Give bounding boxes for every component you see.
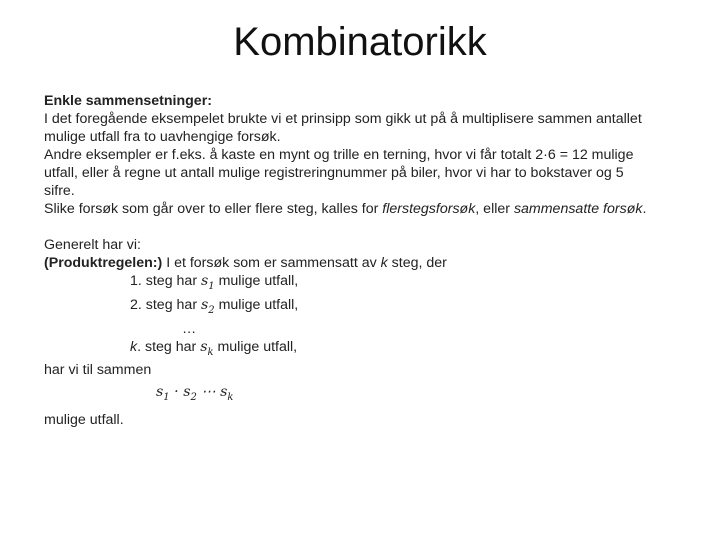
step-k-sub: k <box>207 346 214 358</box>
step-k-prefix: . steg har <box>137 338 201 355</box>
product-subk: k <box>227 392 234 404</box>
slide-title: Kombinatorikk <box>233 20 487 64</box>
step-1-var: s <box>200 273 209 289</box>
step-k-suffix: mulige utfall, <box>213 338 298 355</box>
product-sub2: 2 <box>190 392 197 404</box>
paragraph-1-line-2: mulige utfall fra to uavhengige forsøk. <box>44 129 281 145</box>
product-rule-text-b: steg, der <box>387 255 447 271</box>
spacer <box>44 218 684 236</box>
product-formula <box>44 383 684 407</box>
product-rule-label: (Produktregelen:) <box>44 255 163 271</box>
together-line: har vi til sammen <box>44 362 152 379</box>
step-2 <box>44 296 684 320</box>
steps-ellipsis: … <box>182 320 197 337</box>
term-sammensatte-forsok: sammensatte forsøk <box>513 201 643 217</box>
paragraph-3 <box>44 200 684 218</box>
section-heading: Enkle sammensetninger: <box>44 93 212 109</box>
step-1-sub: 1 <box>208 280 215 292</box>
paragraph-2-line-2: utfall, eller å regne ut antall mulige registreringnummer på biler, hvor vi har to bokstaver og 5 <box>44 165 624 181</box>
product-dot: · <box>169 384 184 401</box>
step-2-sub: 2 <box>208 304 215 316</box>
product-s1: s <box>156 384 164 401</box>
product-s2: s <box>183 384 191 401</box>
slide-body <box>44 92 684 429</box>
step-2-prefix: 2. steg har <box>130 296 201 313</box>
step-k-index: k <box>130 338 138 355</box>
generally-heading: Generelt har vi: <box>44 237 141 253</box>
paragraph-2-line-3: sifre. <box>44 183 75 199</box>
product-dots: ⋯ <box>196 384 221 401</box>
product-rule-text-a: I et forsøk som er sammensatt av <box>162 255 381 271</box>
step-2-suffix: mulige utfall, <box>214 296 299 313</box>
product-sk: s <box>220 384 228 401</box>
step-1-prefix: 1. steg har <box>130 273 201 289</box>
paragraph-3-suffix: . <box>642 201 647 217</box>
product-rule-k: k <box>380 255 388 271</box>
paragraph-1-line-1: I det foregående eksempelet brukte vi et prinsipp som gikk ut på å multiplisere sammen antallet <box>44 111 642 127</box>
term-flerstegsforsok: flerstegsforsøk <box>382 201 476 217</box>
paragraph-3-middle: , eller <box>475 201 514 217</box>
step-1 <box>44 272 684 296</box>
paragraph-2-line-1: Andre eksempler er f.eks. å kaste en mynt og trille en terning, hvor vi får totalt 2·6 = 12 mulige <box>44 147 634 163</box>
step-1-suffix: mulige utfall, <box>214 273 299 289</box>
step-k <box>44 338 684 362</box>
closing-line: mulige utfall. <box>44 412 124 429</box>
paragraph-3-prefix: Slike forsøk som går over to eller flere steg, kalles for <box>44 201 383 217</box>
product-rule-statement <box>44 254 684 272</box>
step-k-var: s <box>200 338 208 355</box>
product-sub1: 1 <box>163 392 170 404</box>
step-2-var: s <box>200 296 209 313</box>
